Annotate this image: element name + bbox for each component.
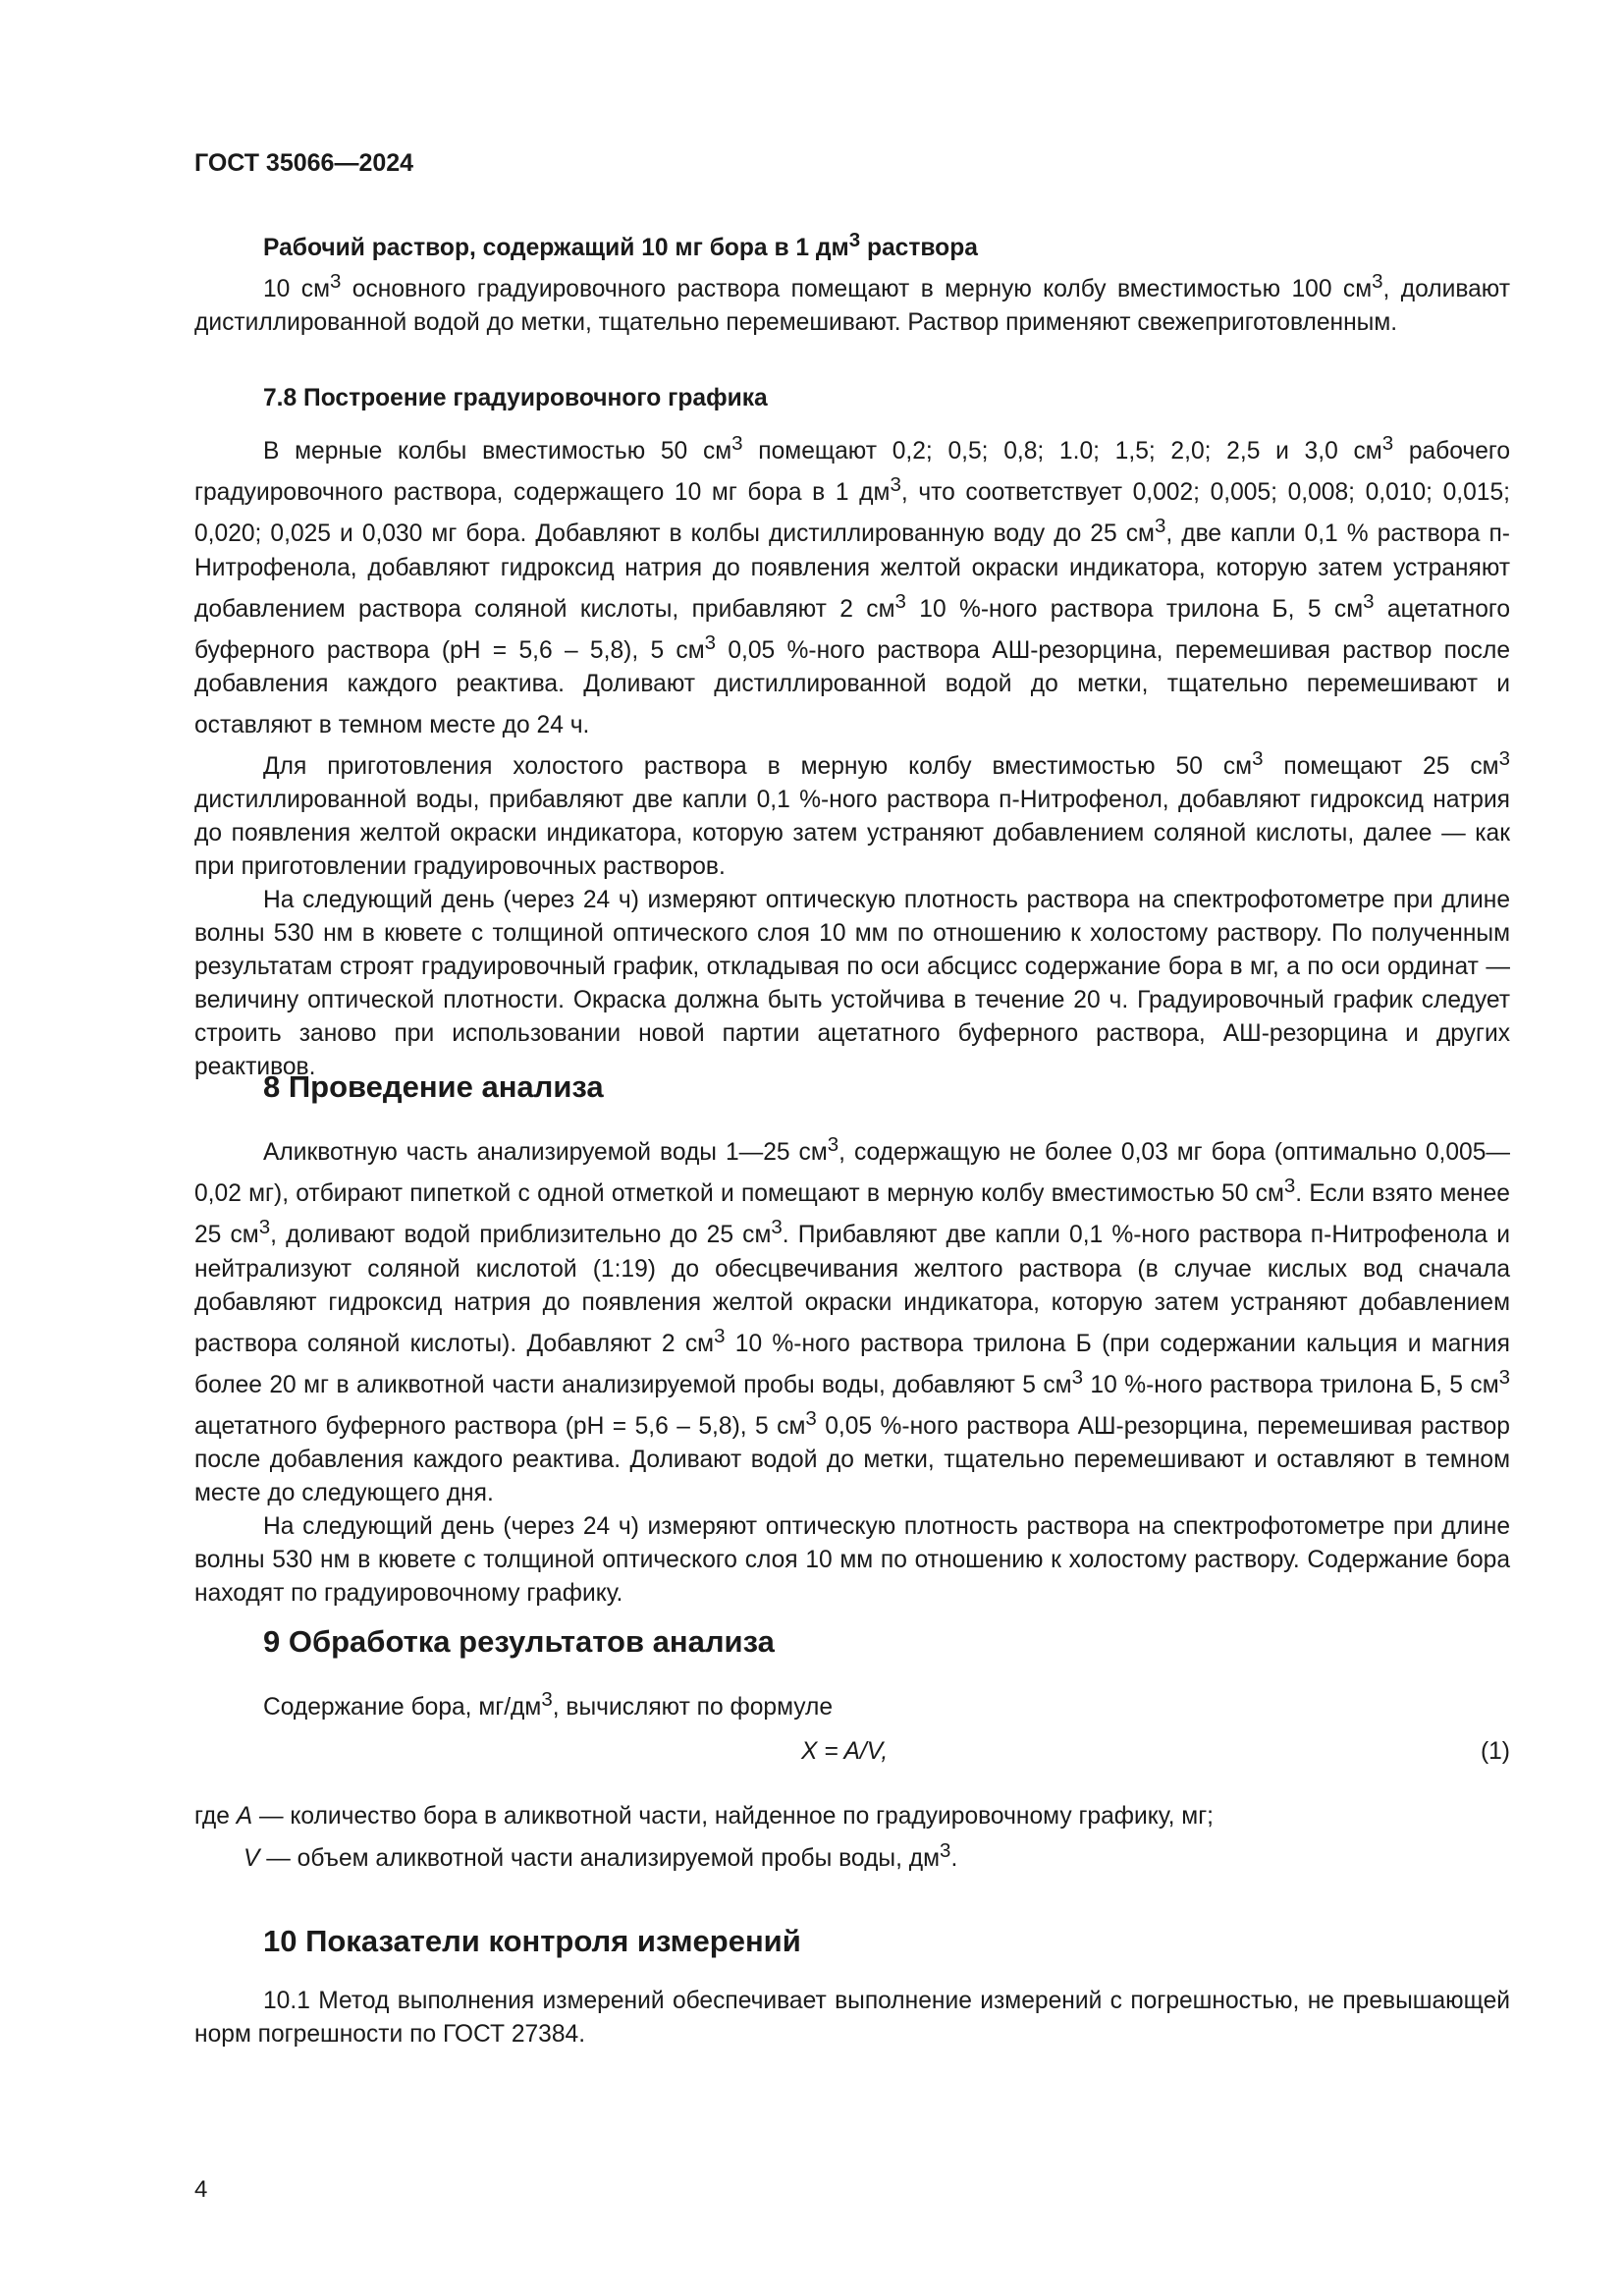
page-number: 4 <box>194 2176 208 2203</box>
section-9-heading: 9 Обработка результатов анализа <box>263 1624 775 1659</box>
section-9 <box>194 1622 1510 1724</box>
where-v: V — объем аликвотной части анализируемой пробы воды, $дм^3$. <box>243 1839 958 1873</box>
section-7-8-paragraph-1: В мерные колбы вместимостью 50 $см^3$ помещают 0,2; 0,5; 0,8; 1.0; 1,5; 2,0; 2,5 и 3,0 $см^3$ рабочего градуировочного раствора, содержащего 10 мг бора в 1 $дм^3$, что соответствует 0,002; 0,005; 0,008; 0,010; 0,015; 0,020; 0,025 и 0,030 мг бора. Добавляют в колбы дистиллированную воду до 25 $см^3$, две капли 0,1 % раствора п-Нитрофенола, добавляют гидроксид натрия до появления желтой окраски индикатора, которую затем устраняют добавлением раствора соляной кислоты, прибавляют 2 $см^3$ 10 %-ного раствора трилона Б, 5 $см^3$ ацетатного буферного раствора (pH = 5,6 – 5,8), 5 $см^3$ 0,05 %-ного раствора АШ-резорцина, перемешивая раствор после добавления каждого реактива. Доливают дистиллированной водой до метки, тщательно перемешивают и оставляют в темном месте до 24 ч. <box>194 432 1510 739</box>
section-7-8 <box>194 382 1510 1084</box>
section-9-intro: Содержание бора, $мг/дм^3$, вычисляют по формуле <box>263 1688 834 1722</box>
section-8-paragraph-2: На следующий день (через 24 ч) измеряют оптическую плотность раствора на спектрофотометре при длине волны 530 нм в кювете с толщиной оптического слоя 10 мм по отношению к холостому раствору. Содержание бора находят по градуировочному графику. <box>194 1513 1510 1608</box>
where-a: где A — количество бора в аликвотной части, найденное по градуировочному графику, мг; <box>194 1803 1215 1830</box>
section-10-heading: 10 Показатели контроля измерений <box>263 1924 801 1958</box>
section-7-8-paragraph-2: Для приготовления холостого раствора в мерную колбу вместимостью 50 $см^3$ помещают 25 $см^3$ дистиллированной воды, прибавляют две капли 0,1 %-ного раствора п-Нитрофенол, добавляют гидроксид натрия до появления желтой окраски индикатора, которую затем устраняют добавлением соляной кислоты, далее — как при приготовлении градуировочных растворов. <box>194 747 1510 881</box>
section-10 <box>194 1922 1510 2051</box>
running-title: ГОСТ 35066—2024 <box>194 149 414 177</box>
formula: X = A/V, <box>801 1738 889 1765</box>
section-7-8-paragraph-3: На следующий день (через 24 ч) измеряют оптическую плотность раствора на спектрофотометре при длине волны 530 нм в кювете с толщиной оптического слоя 10 мм по отношению к холостому раствору. По полученным результатам строят градуировочный график, откладывая по оси абсцисс содержание бора в мг, а по оси ординат — величину оптической плотности. Окраска должна быть устойчива в течение 20 ч. Градуировочный график следует строить заново при использовании новой партии ацетатного буферного раствора, АШ-резорцина и других реактивов. <box>194 887 1510 1081</box>
section-7-8-heading: 7.8 Построение градуировочного графика <box>263 385 768 411</box>
section-8-paragraph-1: Аликвотную часть анализируемой воды 1—25 $см^3$, содержащую не более 0,03 мг бора (оптимально 0,005—0,02 мг), отбирают пипеткой с одной отметкой и помещают в мерную колбу вместимостью 50 $см^3$. Если взято менее 25 $см^3$, доливают водой приблизительно до 25 $см^3$. Прибавляют две капли 0,1 %-ного раствора п-Нитрофенола и нейтрализуют соляной кислотой (1:19) до обесцвечивания желтого раствора (в случае кислых вод сначала добавляют гидроксид натрия до появления желтой окраски индикатора, которую затем устраняют добавлением раствора соляной кислоты). Добавляют 2 $см^3$ 10 %-ного раствора трилона Б (при содержании кальция и магния более 20 мг в аликвотной части анализируемой пробы воды, добавляют 5 $см^3$ 10 %-ного раствора трилона Б, 5 $см^3$ ацетатного буферного раствора (pH = 5,6 – 5,8), 5 $см^3$ 0,05 %-ного раствора АШ-резорцина, перемешивая раствор после добавления каждого реактива. Доливают водой до метки, тщательно перемешивают и оставляют в темном месте до следующего дня. <box>194 1133 1511 1507</box>
working-solution-heading: Рабочий раствор, содержащий 10 мг бора в 1 $дм^3$ раствора <box>263 229 978 262</box>
section-working-solution <box>194 224 1510 340</box>
section-8-heading: 8 Проведение анализа <box>263 1069 604 1104</box>
section-8 <box>194 1067 1510 1611</box>
section-10-paragraph-1: 10.1 Метод выполнения измерений обеспечивает выполнение измерений с погрешностью, не превышающей норм погрешности по ГОСТ 27384. <box>194 1988 1510 2048</box>
formula-number: (1) <box>1480 1738 1510 1765</box>
working-solution-paragraph: 10 $см^3$ основного градуировочного раствора помещают в мерную колбу вместимостью 100 $см^3$, доливают дистиллированной водой до метки, тщательно перемешивают. Раствор применяют свежеприготовленным. <box>194 270 1510 337</box>
